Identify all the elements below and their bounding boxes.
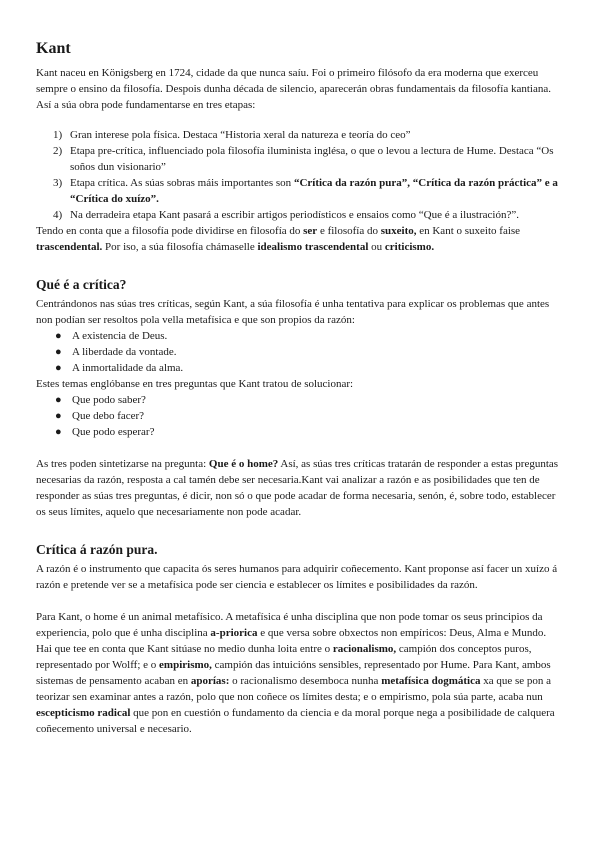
summary-bold: ser	[303, 225, 318, 237]
razon-text: e que versa sobre obxectos non empíricos: Deus, Alma e Mundo. Hai que tee en conta que Kant sitúase no medio dunha loita entre o	[36, 627, 547, 655]
summary-text: en Kant o suxeito faise	[416, 225, 521, 237]
stages-list	[36, 127, 563, 223]
list-item-text: A existencia de Deus.	[72, 330, 168, 342]
intro-paragraph: Kant naceu en Königsberg en 1724, cidade da que nunca saíu. Foi o primeiro filósofo da era moderna que exerceu sempre o ensino da filosofía. Despois dunha década de silencio, aparecerán obras fundamentais da filosofía kantiana. Así a súa obra pode fundamentarse en tres etapas:	[36, 67, 551, 111]
section-heading-critica: Qué é a crítica?	[36, 277, 127, 292]
razon-bold: racionalismo,	[332, 643, 397, 655]
summary-bold: trascendental.	[36, 241, 103, 253]
razon-paragraph-2	[36, 609, 563, 737]
stage-number: 4)	[53, 209, 63, 221]
stage-text: Etapa crítica. As súas sobras máis importantes son	[70, 177, 294, 189]
questions-intro: Estes temas englóbanse en tres preguntas que Kant tratou de solucionar:	[36, 378, 354, 390]
bullet-icon: ●	[55, 426, 62, 438]
razon-bold: empirismo,	[159, 659, 212, 671]
synthesis-text: Así, as súas tres críticas tratarán de responder a estas preguntas necesarias da razón, resposta a cal tamén debe ser necesaria.Kant vai analizar a razón e as posibilidades que ten de responder as súas tres preguntas, é dicir, non só o que pode acadar de forma necesaria, senón, é, sobre todo, establecer os seus límites, aquelo que necesariamente non pode acadar.	[36, 458, 559, 518]
stage-number: 2)	[53, 145, 63, 157]
list-item	[36, 344, 563, 360]
synthesis-text: As tres poden sintetizarse na pregunta:	[36, 458, 209, 470]
list-item	[36, 328, 563, 344]
summary-text: e filosofía do	[317, 225, 381, 237]
stage-item	[36, 207, 563, 223]
stage-text: Na derradeira etapa Kant pasará a escribir artigos periodísticos e ensaios como “Que é a ilustración?”.	[70, 209, 519, 221]
list-item	[36, 392, 563, 408]
razon-text: campión das intuicións sensibles, representado por Hume. Para Kant, ambos sistemas de pensamento acaban en	[36, 659, 551, 687]
stage-item	[36, 175, 563, 207]
list-item	[36, 408, 563, 424]
razon-text: o racionalismo desemboca nunha	[229, 675, 382, 687]
summary-text: Por iso, a súa filosofía chámaselle	[102, 241, 258, 253]
razon-text: que pon en cuestión o fundamento da ciencia e da moral porque nega a posibilidade de calquera coñecemento universal e necesario.	[36, 707, 555, 735]
bullet-icon: ●	[55, 394, 62, 406]
summary-text: Tendo en conta que a filosofía pode dividirse en filosofía do	[36, 225, 304, 237]
list-item-text: Que debo facer?	[72, 410, 145, 422]
razon-bold: aporías:	[190, 675, 230, 687]
critica-paragraph: Centrándonos nas súas tres críticas, según Kant, a súa filosofía é unha tentativa para explicar os problemas que antes non podían ser resoltos pola vella metafísica e que son propios da razón:	[36, 298, 550, 326]
page-title: Kant	[36, 40, 71, 57]
bullet-icon: ●	[55, 346, 62, 358]
stage-number: 3)	[53, 177, 63, 189]
razon-bold: metafísica dogmática	[381, 675, 481, 687]
summary-bold: idealismo trascendental	[257, 241, 369, 253]
summary-text: ou	[368, 241, 385, 253]
list-item	[36, 360, 563, 376]
list-item-text: Que podo saber?	[72, 394, 146, 406]
bullet-icon: ●	[55, 410, 62, 422]
stage-text: Etapa pre-crítica, influenciado pola filosofía iluminista inglésa, o que o levou a lectura de Hume. Destaca “Os soños dun visionario”	[70, 145, 554, 173]
stage-bold-text: “Crítica da razón pura”, “Crítica da razón práctica” e a “Crítica do xuízo”.	[70, 177, 558, 205]
bullet-icon: ●	[55, 362, 62, 374]
stage-text: Gran interese pola física. Destaca “Historia xeral da natureza e teoría do ceo”	[70, 129, 411, 141]
section-heading-razon: Crítica á razón pura.	[36, 542, 158, 557]
list-item-text: Que podo esperar?	[72, 426, 155, 438]
bullet-icon: ●	[55, 330, 62, 342]
list-item	[36, 424, 563, 440]
razon-bold: escepticismo radical	[36, 707, 131, 719]
synthesis-bold: Que é o home?	[208, 458, 279, 470]
stage-item	[36, 143, 563, 175]
problems-list	[36, 328, 563, 376]
questions-list	[36, 392, 563, 440]
razon-bold: a-priorica	[210, 627, 258, 639]
list-item-text: A liberdade da vontade.	[72, 346, 177, 358]
summary-bold: suxeito,	[380, 225, 417, 237]
stage-number: 1)	[53, 129, 63, 141]
razon-text: campión dos conceptos puros, representado por Wolff; e o	[36, 643, 532, 671]
stage-item	[36, 127, 563, 143]
razon-text: Para Kant, o home é un animal metafísico. A metafísica é unha disciplina que non pode tomar os seus principios da experiencia, polo que é unha disciplina	[36, 611, 543, 639]
summary-paragraph	[36, 223, 563, 255]
list-item-text: A inmortalidade da alma.	[72, 362, 184, 374]
razon-paragraph-1: A razón é o instrumento que capacita ós seres humanos para adquirir coñecemento. Kant proponse así facer un xuízo á razón e pretende ver se a metafísica pode ser ciencia e establecer os límites e posibilidades da razón.	[36, 563, 558, 591]
summary-bold: criticismo.	[384, 241, 435, 253]
synthesis-paragraph	[36, 456, 563, 520]
razon-text: xa que se pon a teorizar sen examinar antes a razón, polo que non coñece os límites desta; e o empirismo, pola súa parte, acaba nun	[36, 675, 552, 703]
